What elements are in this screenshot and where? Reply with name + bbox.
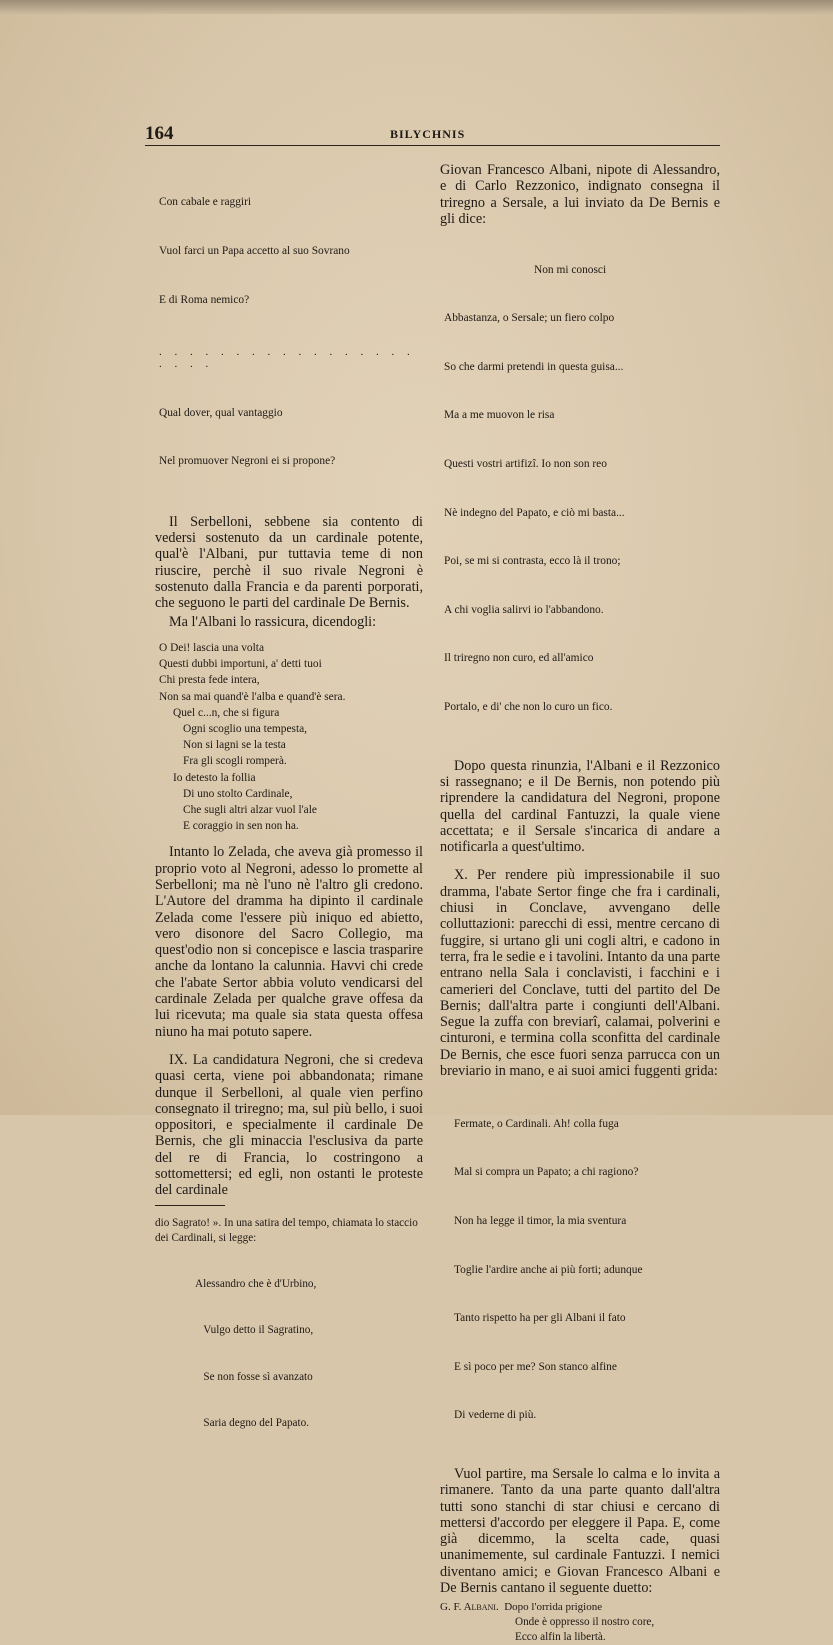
verse-block [159,162,423,340]
right-column [440,162,720,1645]
verse-line: O Dei! lascia una volta [159,641,265,654]
verse-line: Vulgo detto il Sagratino, [195,1324,314,1337]
paragraph: Intanto lo Zelada, che aveva già promesso il proprio voto al Negroni, adesso lo promette al Serbelloni; ma nè l'uno nè l'altro gli credono. L'Autore del dramma ha dipinto il cardinale Zelada come l'essere più iniquo ed abietto, vero disonore del Sacro Collegio, ma quest'odio non si concepisce e lascia trasparire anche da lontano la calunnia. Havvi chi crede che l'abate Sertor abbia voluto vendicarsi del cardinale Zelada per qualche grave offesa da lui ricevuta; ma quale sia stata questa offesa niuno ha mai potuto sapere. [155,844,423,1040]
verse-line: Toglie l'ardire anche ai più forti; adunque [454,1263,643,1276]
paragraph: Vuol partire, ma Sersale lo calma e lo invita a rimanere. Tanto da una parte quanto dall'altra tutti sono stanchi di star chiusi e cercano di mettersi d'accordo per eleggere il Papa. E, come già dicemmo, la scelta cade, quasi unanimemente, sul cardinale Fantuzzi. I nemici diventano amici; e Giovan Francesco Albani e De Bernis cantano il seguente duetto: [440,1466,720,1597]
verse-line: Non mi conosci [534,263,607,276]
verse-line: Questi vostri artifizî. Io non son reo [444,458,607,471]
verse-block [444,229,720,748]
running-head: BILYCHNIS [390,127,466,141]
verse-line: E di Roma nemico? [159,293,250,306]
verse-block [159,640,423,834]
verse-line: Qual dover, qual vantaggio [159,406,283,419]
verse-line: Fermate, o Cardinali. Ah! colla fuga [454,1117,619,1130]
left-column [155,162,423,1463]
verse-line: Chi presta fede intera, [159,674,260,687]
paragraph: Il Serbelloni, sebbene sia contento di vedersi sostenuto da un cardinale potente, qual'è l'Albani, pur tuttavia teme di non riuscire, perchè il suo rivale Negroni è sostenuto dalla Francia e da parenti porporati, che seguono le parti del cardinale De Bernis. [155,513,423,612]
verse-line: Ma a me muovon le risa [444,409,555,422]
verse-line: Tanto rispetto ha per gli Albani il fato [454,1312,626,1325]
verse-line: E sì poco per me? Son stanco alfine [454,1360,617,1373]
verse-line: Ecco alfin la libertà. [515,1631,606,1644]
duet-speaker: G. F. Albani. [440,1601,499,1614]
paragraph: Ma l'Albani lo rassicura, dicendogli: [169,613,377,630]
footnote-rule [155,1205,225,1206]
verse-line: Nè indegno del Papato, e ciò mi basta... [444,506,625,519]
verse-line: Portalo, e di' che non lo curo un fico. [444,701,613,714]
verse-line: Non si lagni se la testa [183,739,286,752]
verse-line: Che sugli altri alzar vuol l'ale [183,803,317,816]
verse-line: Abbastanza, o Sersale; un fiero colpo [444,312,615,325]
verse-line: E coraggio in sen non ha. [183,820,299,833]
footnote-verse [155,1246,423,1463]
verse-line: A chi voglia salirvi io l'abbandono. [444,603,604,616]
paragraph: X. Per rendere più impressionabile il suo dramma, l'abate Sertor finge che fra i cardinali, chiusi in Conclave, avvengano delle colluttazioni: parecchi di essi, mentre cercano di fuggire, si urtano gli uni cogli altri, e cadono in terra, fra le sedie e i tavolini. Intanto da una parte entrano nella Sala i conclavisti, i facchini e i camerieri del Conclave, tutti del partito del De Bernis; dall'altra parte i congiunti dell'Albani. Segue la zuffa con breviarî, calamai, polverini e cinturoni, e termina colla sconfitta del cardinale De Bernis, che esce fuori senza parrucca con un breviario in mano, e ai suoi amici fuggenti grida: [440,867,720,1080]
ellipsis-dots: . . . . . . . . . . . . . . . . . . . . . [159,346,415,371]
verse-line: Non sa mai quand'è l'alba e quand'è sera. [159,690,346,703]
verse-line: Saria degno del Papato. [195,1417,310,1430]
footnote-text: dio Sagrato! ». In una satira del tempo, chiamata lo staccio dei Cardinali, si legge: [155,1216,418,1244]
duet-first-line [440,1600,720,1615]
verse-line: So che darmi pretendi in questa guisa... [444,360,624,373]
verse-line: Il triregno non curo, ed all'amico [444,652,594,665]
duet [440,1600,720,1645]
verse-line: Di uno stolto Cardinale, [183,787,293,800]
verse-line: Quel c...n, che si figura [173,706,280,719]
verse-line: Onde è oppresso il nostro core, [515,1616,655,1629]
verse-line: Ogni scoglio una tempesta, [183,722,308,735]
verse-line: Nel promuover Negroni ei si propone? [159,455,336,468]
verse-line: Se non fosse sì avanzato [195,1370,313,1383]
verse-block [159,372,423,502]
verse-line: Di vederne di più. [454,1409,537,1422]
header-rule [145,145,720,146]
verse-line: Alessandro che è d'Urbino, [195,1277,317,1290]
verse-line: Non ha legge il timor, la mia sventura [454,1214,627,1227]
paragraph: IX. La candidatura Negroni, che si credeva quasi certa, viene poi abbandonata; rimane dunque il Serbelloni, al quale vien perfino consegnato il triregno; ma, sul più bello, i suoi oppositori, e specialmente il cardinale De Bernis, che gli minaccia l'esclusiva da parte del re di Francia, lo costringono a sottomettersi; ed egli, non ostanti le proteste del cardinale [155,1051,423,1199]
page-header [145,123,720,145]
verse-line: Fra gli scogli romperà. [183,755,287,768]
verse-block [454,1083,720,1456]
verse-line: Io detesto la follia [173,771,256,784]
paragraph: Dopo questa rinunzia, l'Albani e il Rezzonico si rassegnano; e il De Bernis, non potendo più riprendere la candidatura del Negroni, propone quella del cardinal Fantuzzi, la quale viene accettata; e il Sersale s'incarica di andare a notificarla a quest'ultimo. [440,757,720,856]
verse-line: Vuol farci un Papa accetto al suo Sovrano [159,245,350,258]
verse-line: Dopo l'orrida prigione [504,1601,603,1614]
verse-line: Con cabale e raggiri [159,196,252,209]
paragraph: Giovan Francesco Albani, nipote di Alessandro, e di Carlo Rezzonico, indignato consegna il triregno a Sersale, a lui inviato da De Bernis e gli dice: [440,162,720,227]
verse-line: Mal si compra un Papato; a chi ragiono? [454,1166,639,1179]
page-number: 164 [145,123,174,144]
verse-line: Poi, se mi si contrasta, ecco là il trono; [444,555,621,568]
page-top-edge [0,0,833,14]
verse-line: Questi dubbi importuni, a' detti tuoi [159,658,322,671]
